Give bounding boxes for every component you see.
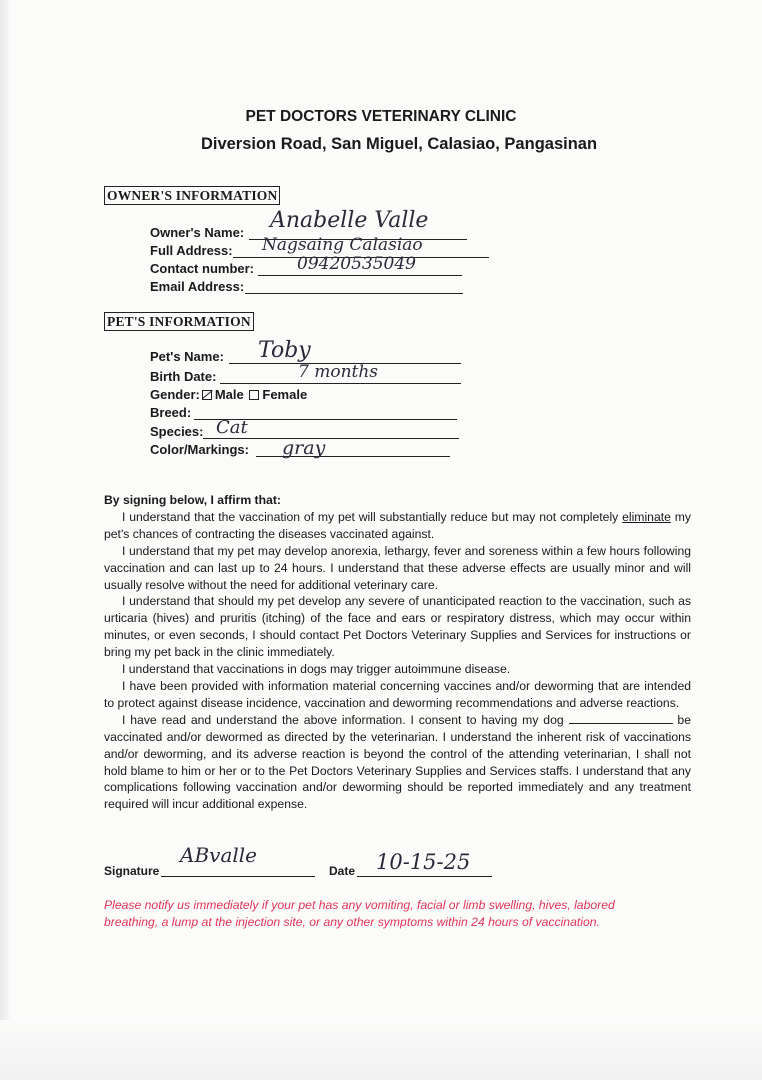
consent-text [104, 492, 691, 813]
scan-bottom-shadow [0, 1020, 762, 1080]
birth-date-line[interactable] [220, 383, 461, 384]
signature-value: ABvalle [180, 843, 257, 867]
date-line[interactable] [357, 876, 492, 877]
color-markings-value: gray [282, 437, 326, 459]
contact-number-line[interactable] [258, 275, 462, 276]
consent-paragraph-3: I understand that should my pet develop any severe of unanticipated reaction to the vaccination, such as urticaria (hives) and pruritis (itching) of the face and ears or respiratory distress, which may occur within minutes, or even seconds, I should contact Pet Doctors Veterinary Supplies and Services for instructions or bring my pet back in the clinic immediately. [104, 594, 691, 660]
consent-paragraph-1: I understand that the vaccination of my pet will substantially reduce but may not completely eliminate my pet's chances of contracting the diseases vaccinated against. [104, 509, 691, 541]
species-label: Species: [150, 424, 204, 439]
pet-section-title: PET'S INFORMATION [104, 312, 254, 331]
birth-date-value: 7 months [298, 362, 379, 382]
owner-name-label: Owner's Name: [150, 225, 245, 240]
male-checkbox[interactable] [202, 390, 212, 400]
dog-name-blank[interactable] [569, 713, 673, 724]
contact-number-value: 09420535049 [297, 254, 416, 274]
consent-paragraph-2: I understand that my pet may develop anorexia, lethargy, fever and soreness within a few hours following vaccination and can last up to 24 hours. I understand that these adverse effects are usually minor and will usually resolve without the need for additional veterinary care. [104, 543, 691, 592]
species-line[interactable] [203, 438, 459, 439]
birth-date-label: Birth Date: [150, 369, 217, 384]
date-label: Date [329, 864, 356, 878]
signature-label: Signature [104, 864, 160, 878]
consent-paragraph-4: I understand that vaccinations in dogs may trigger autoimmune disease. [122, 662, 511, 677]
email-address-line[interactable] [245, 293, 463, 294]
owner-section-title: OWNER'S INFORMATION [104, 186, 280, 205]
male-option-label: Male [214, 387, 244, 402]
consent-intro: By signing below, I affirm that: [104, 493, 281, 507]
pet-name-label: Pet's Name: [150, 349, 224, 364]
color-markings-label: Color/Markings: [150, 442, 249, 457]
consent-paragraph-6: I have read and understand the above information. I consent to having my dog be vaccinated and/or dewormed as directed by the veterinarian. I understand the inherent risk of vaccinations and/or deworming, and its adverse reaction is beyond the control of the attending veterinarian, I shall not hold blame to him or her or to the Pet Doctors Veterinary Supplies and Services staffs. I understand that any complications following vaccination and/or deworming should be reported immediately and any treatment required will incur additional expense. [104, 712, 691, 812]
clinic-name: PET DOCTORS VETERINARY CLINIC [245, 108, 517, 125]
scan-edge-shadow [0, 0, 12, 1080]
email-address-label: Email Address: [150, 279, 245, 294]
female-checkbox[interactable] [249, 390, 259, 400]
gender-label: Gender: [150, 387, 200, 402]
full-address-value: Nagsaing Calasiao [262, 235, 423, 255]
clinic-address: Diversion Road, San Miguel, Calasiao, Pangasinan [200, 135, 598, 153]
contact-number-label: Contact number: [150, 261, 254, 276]
post-vaccination-notice: Please notify us immediately if your pet has any vomiting, facial or limb swelling, hives, labored breathing, a lump at the injection site, or any other symptoms within 24 hours of vaccination. [104, 898, 615, 929]
owner-name-value: Anabelle Valle [270, 208, 429, 233]
gender-row [150, 387, 307, 402]
breed-label: Breed: [150, 405, 192, 420]
signature-line[interactable] [161, 876, 315, 877]
female-option-label: Female [262, 387, 308, 402]
full-address-label: Full Address: [150, 243, 233, 258]
pet-name-value: Toby [258, 338, 311, 363]
species-value: Cat [216, 417, 248, 438]
date-value: 10-15-25 [376, 850, 471, 874]
consent-paragraph-5: I have been provided with information material concerning vaccines and/or deworming that are intended to protect against disease incidence, vaccination and deworming recommendations and adverse reactions. [104, 678, 691, 710]
